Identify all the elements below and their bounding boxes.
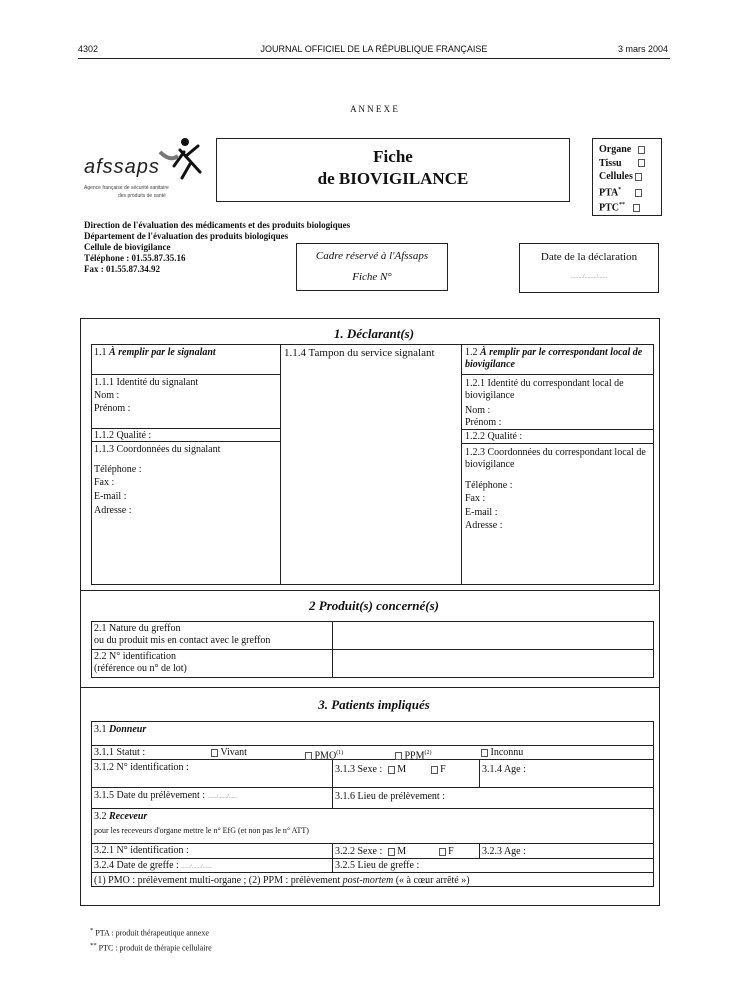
bottom-notes	[90, 925, 212, 954]
correspondant-prenom-field[interactable]: Prénom :	[465, 417, 502, 428]
logo-tagline-1: Agence française de sécurité sanitaire	[84, 185, 169, 191]
fiche-title-box	[216, 138, 570, 202]
pmo-checkbox-icon	[305, 752, 312, 760]
section-1-2-num: 1.2	[465, 347, 478, 358]
stamp-field[interactable]: 1.1.4 Tampon du service signalant	[284, 347, 435, 359]
signalant-nom-field[interactable]: Nom :	[94, 390, 120, 401]
direction-line3: Cellule de biovigilance	[84, 242, 171, 252]
section-1-2-header	[465, 347, 651, 371]
correspondant-email-field[interactable]: E-mail :	[465, 507, 498, 518]
donneur-sexe-f-checkbox-icon	[431, 766, 438, 774]
vivant-checkbox-icon	[211, 749, 218, 757]
direction-line1: Direction de l'évaluation des médicaments et des produits biologiques	[84, 220, 351, 230]
signalant-fax-field[interactable]: Fax :	[94, 477, 115, 488]
ptc-note	[90, 940, 212, 955]
cellules-label: Cellules	[599, 171, 633, 182]
product-id-label	[94, 651, 187, 675]
section-1-1-header	[94, 347, 216, 359]
product-nature-label	[94, 623, 270, 647]
greffe-date-dots: ....../....../......	[181, 864, 212, 870]
receveur-label: Receveur	[109, 811, 148, 822]
donneur-num: 3.1	[94, 724, 107, 735]
section-1-1-num: 1.1	[94, 347, 107, 358]
receveur-sexe-label: 3.2.2 Sexe :	[335, 846, 383, 857]
prelevement-date-dots: ....../....../......	[207, 794, 238, 800]
ptc-note-text: PTC : produit de thérapie cellulaire	[98, 943, 212, 953]
journal-title: JOURNAL OFFICIEL DE LA RÉPUBLIQUE FRANÇAISE	[260, 44, 488, 54]
section1-title: 1. Déclarant(s)	[333, 326, 415, 341]
correspondant-nom-field[interactable]: Nom :	[465, 405, 491, 416]
correspondant-qualite-field[interactable]: 1.2.2 Qualité :	[465, 431, 523, 442]
donneur-sexe-f-label: F	[440, 764, 446, 775]
product-id-line1: 2.2 N° identification	[94, 651, 177, 662]
statut-ppm-option[interactable]	[392, 747, 432, 762]
direction-phone: Téléphone : 01.55.87.35.16	[84, 253, 186, 263]
ppm-checkbox-icon	[395, 752, 402, 760]
donneur-sexe-m-label: M	[397, 764, 407, 775]
logo-tagline-2: des produits de santé	[118, 193, 166, 199]
section3-title: 3. Patients impliqués	[318, 697, 430, 712]
declaration-date-label: Date de la déclaration	[540, 251, 638, 263]
pta-note	[90, 925, 212, 940]
pmo-note-ref: (1)	[336, 750, 344, 756]
header-rule	[78, 58, 670, 59]
fiche-number-label: Fiche N°	[352, 271, 392, 283]
signalant-telephone-field[interactable]: Téléphone :	[94, 464, 142, 475]
product-nature-line2: ou du produit mis en contact avec le greffon	[94, 635, 271, 646]
pta-note-mark: *	[90, 927, 94, 934]
donneur-sexe-label: 3.1.3 Sexe :	[335, 764, 383, 775]
tissu-label: Tissu	[599, 157, 622, 169]
receveur-age-field[interactable]: 3.2.3 Age :	[482, 846, 526, 857]
cellules-checkbox-icon	[635, 173, 642, 181]
inconnu-checkbox-icon	[481, 749, 488, 757]
pta-note-text: PTA : produit thérapeutique annexe	[95, 928, 209, 938]
organe-checkbox-icon	[638, 146, 645, 154]
checkbox-pta[interactable]	[599, 184, 645, 200]
ptc-checkbox-icon	[633, 204, 640, 212]
reserved-label: Cadre réservé à l'Afssaps	[315, 250, 429, 262]
checkbox-tissu[interactable]	[599, 157, 645, 171]
signalant-qualite-field[interactable]: 1.1.2 Qualité :	[94, 430, 152, 441]
vivant-label: Vivant	[220, 747, 247, 758]
statut-vivant-option[interactable]	[208, 747, 247, 759]
direction-fax: Fax : 01.55.87.34.92	[84, 264, 160, 274]
greffe-lieu-field[interactable]: 3.2.5 Lieu de greffe :	[335, 860, 420, 871]
checkbox-organe[interactable]	[599, 143, 645, 157]
correspondant-coordonnees-label: 1.2.3 Coordonnées du correspondant local de biovigilance	[465, 447, 646, 470]
receveur-id-field[interactable]: 3.2.1 N° identification :	[94, 845, 189, 856]
direction-line2: Département de l'évaluation des produits biologiques	[84, 231, 289, 241]
prelevement-date-field[interactable]	[94, 790, 238, 803]
receveur-sexe-f-label: F	[448, 846, 454, 857]
correspondant-telephone-field[interactable]: Téléphone :	[465, 480, 513, 491]
donneur-sexe-field[interactable]	[335, 764, 446, 776]
donneur-sexe-m-checkbox-icon	[388, 766, 395, 774]
tissu-checkbox-icon	[638, 159, 645, 167]
pta-checkbox-icon	[635, 189, 642, 197]
product-type-box	[592, 138, 662, 216]
signalant-email-field[interactable]: E-mail :	[94, 491, 127, 502]
pta-mark: *	[618, 186, 622, 193]
receveur-header	[94, 811, 147, 823]
footnote-part1: (1) PMO : prélèvement multi-organe ; (2) PPM : prélèvement	[94, 875, 341, 886]
statut-pmo-option[interactable]	[302, 747, 343, 762]
ptc-note-mark: **	[90, 941, 97, 949]
logo-name: afssaps	[84, 156, 160, 178]
fiche-title-line1: Fiche	[373, 147, 413, 166]
declaration-date-box[interactable]	[519, 243, 659, 293]
signalant-prenom-field[interactable]: Prénom :	[94, 403, 131, 414]
ptc-label: PTC	[599, 202, 619, 214]
signalant-coordonnees-label: 1.1.3 Coordonnées du signalant	[94, 444, 221, 455]
product-nature-field[interactable]	[334, 623, 652, 648]
checkbox-ptc[interactable]	[599, 199, 645, 215]
correspondant-identity-label: 1.2.1 Identité du correspondant local de biovigilance	[465, 378, 624, 401]
section3-footnote	[94, 875, 470, 887]
pmo-label: PMO	[314, 750, 337, 762]
statut-label: 3.1.1 Statut :	[94, 747, 146, 758]
receveur-sexe-m-checkbox-icon	[388, 848, 395, 856]
footnote-part3: (« à cœur arrêté »)	[395, 875, 470, 886]
annexe-label: A N N E X E	[350, 104, 398, 114]
signalant-identity-label: 1.1.1 Identité du signalant	[94, 377, 199, 388]
section-1-1-text: À remplir par le signalant	[109, 347, 216, 358]
ppm-label: PPM	[404, 750, 425, 762]
receveur-note: pour les receveurs d'organe mettre le n° EfG (et non pas le n° ATT)	[94, 826, 309, 835]
organe-label: Organe	[599, 144, 632, 155]
fiche-title-line2: de BIOVIGILANCE	[317, 169, 469, 188]
product-nature-line1: 2.1 Nature du greffon	[94, 623, 181, 634]
signalant-adresse-field[interactable]: Adresse :	[94, 505, 132, 516]
section2-title: 2 Produit(s) concerné(s)	[309, 598, 439, 613]
receveur-sexe-f-checkbox-icon	[439, 848, 446, 856]
donneur-label: Donneur	[109, 724, 147, 735]
page-number: 4302	[78, 44, 99, 54]
inconnu-label: Inconnu	[490, 747, 524, 758]
prelevement-date-label: 3.1.5 Date du prélèvement :	[94, 790, 206, 801]
donneur-header	[94, 724, 146, 736]
donneur-age-field[interactable]: 3.1.4 Age :	[482, 764, 526, 775]
declaration-date-field: ......../......../......	[570, 274, 608, 280]
correspondant-adresse-field[interactable]: Adresse :	[465, 520, 503, 531]
receveur-sexe-field[interactable]	[335, 846, 454, 858]
footnote-post-mortem: post-mortem	[342, 875, 394, 886]
correspondant-fax-field[interactable]: Fax :	[465, 493, 486, 504]
checkbox-cellules[interactable]	[599, 170, 645, 184]
ptc-mark: **	[619, 202, 625, 209]
receveur-num: 3.2	[94, 811, 107, 822]
greffe-date-label: 3.2.4 Date de greffe :	[94, 860, 179, 871]
receveur-sexe-m-label: M	[397, 846, 407, 857]
product-id-line2: (référence ou n° de lot)	[94, 663, 187, 674]
donneur-id-field[interactable]: 3.1.2 N° identification :	[94, 762, 189, 773]
product-id-field[interactable]	[334, 651, 652, 676]
section-1-2-text: À remplir par le correspondant local de biovigilance	[465, 347, 643, 370]
reserved-box	[296, 243, 448, 291]
prelevement-lieu-field[interactable]: 3.1.6 Lieu de prélèvement :	[335, 791, 445, 802]
pta-label: PTA	[599, 186, 619, 198]
statut-inconnu-option[interactable]	[478, 747, 523, 759]
ppm-note-ref: (2)	[424, 750, 432, 756]
header-date: 3 mars 2004	[617, 44, 668, 54]
greffe-date-field[interactable]	[94, 860, 212, 873]
